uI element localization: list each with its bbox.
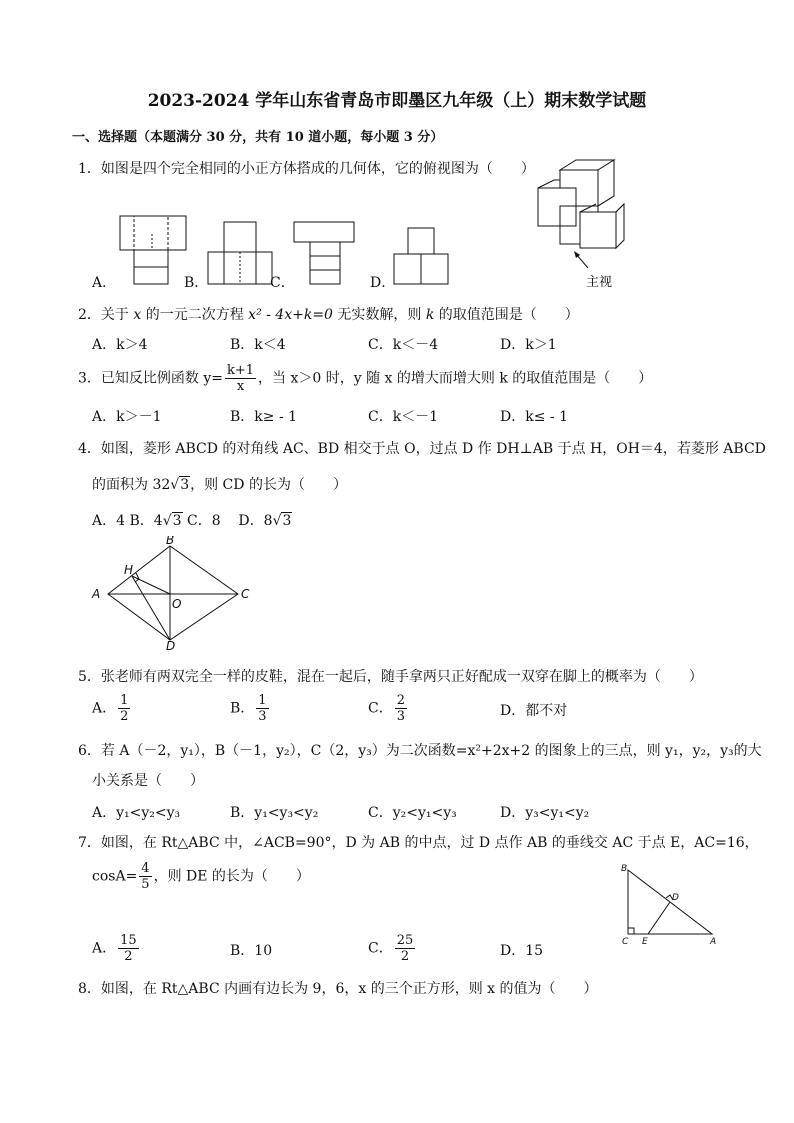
q2-option-a: A．k＞4 — [92, 337, 148, 353]
q7-option-d: D．15 — [500, 943, 544, 959]
label-H: H — [124, 563, 134, 577]
question-6-line-1: 6．若 A（－2，y₁），B（－1，y₂），C（2，y₃）为二次函数=x²+2x+2 的图象上的三点，则 y₁，y₂，y₃的大 — [78, 743, 762, 759]
q1-option-a: A． — [92, 275, 117, 291]
section-heading: 一、选择题（本题满分 30 分，共有 10 道小题，每小题 3 分） — [72, 130, 444, 145]
q6-option-c: C．y₂<y₁<y₃ — [368, 805, 457, 821]
label-A: A — [710, 937, 717, 947]
q2-option-c: C．k＜－4 — [368, 337, 439, 353]
q5-option-a: A． $\frac{1}{2}$ — [92, 693, 129, 724]
question-2: 2．关于 x 的一元二次方程 x² - 4x+k=0 无实数解，则 k 的取值范围是（ ） — [78, 307, 579, 323]
label-D: D — [166, 639, 176, 652]
q7-triangle-figure — [618, 860, 728, 950]
question-3: 3．已知反比例函数 y= $\frac{k+1}{x}$ ，当 x＞0 时，y 随 x 的增大而增大则 k 的取值范围是（ ） — [78, 363, 653, 394]
question-4-line-2: 的面积为 32√3，则 CD 的长为（ ） — [92, 477, 347, 493]
question-6-line-2: 小关系是（ ） — [92, 773, 204, 789]
label-D: D — [672, 893, 679, 903]
view-label: 主视 — [586, 275, 613, 290]
q5-option-c: C． $\frac{2}{3}$ — [368, 693, 405, 724]
q6-option-a: A．y₁<y₂<y₃ — [92, 805, 181, 821]
question-7-line-1: 7．如图，在 Rt△ABC 中，∠ACB=90°，D 为 AB 的中点，过 D 点作 AB 的垂线交 AC 于点 E，AC=16， — [78, 835, 759, 851]
question-5: 5．张老师有两双完全一样的皮鞋，混在一起后，随手拿两只正好配成一双穿在脚上的概率为（ ） — [78, 669, 703, 685]
q3-option-b: B．k≥ - 1 — [230, 409, 298, 425]
q3-option-a: A．k＞－1 — [92, 409, 162, 425]
label-C: C — [622, 937, 629, 947]
label-B: B — [166, 536, 175, 547]
q3-option-c: C．k＜－1 — [368, 409, 439, 425]
label-A: A — [92, 587, 101, 601]
q1-option-b-figure — [208, 222, 272, 284]
q7-option-c: C． $\frac{25}{2}$ — [368, 933, 414, 964]
q2-option-d: D．k＞1 — [500, 337, 557, 353]
label-O: O — [172, 597, 182, 611]
q5-option-d: D．都不对 — [500, 703, 568, 719]
q1-option-d-figure — [394, 228, 448, 284]
q4-rhombus-figure — [88, 536, 258, 652]
q1-option-d: D． — [370, 275, 396, 291]
q1-solid-figure — [530, 156, 650, 291]
label-C: C — [241, 587, 250, 601]
q7-option-b: B．10 — [230, 943, 273, 959]
q3-option-d: D．k≤ - 1 — [500, 409, 568, 425]
q2-option-b: B．k＜4 — [230, 337, 286, 353]
question-4-line-1: 4．如图，菱形 ABCD 的对角线 AC、BD 相交于点 O，过点 D 作 DH⊥AB 于点 H，OH＝4，若菱形 ABCD — [78, 441, 766, 457]
question-8: 8．如图，在 Rt△ABC 内画有边长为 9，6，x 的三个正方形，则 x 的值为（ ） — [78, 981, 598, 997]
q1-option-c-figure — [294, 222, 354, 284]
q1-option-c: C． — [270, 275, 295, 291]
q6-option-b: B．y₁<y₃<y₂ — [230, 805, 319, 821]
q7-option-a: A． $\frac{15}{2}$ — [92, 933, 137, 964]
question-1: 1．如图是四个完全相同的小正方体搭成的几何体，它的俯视图为（ ） — [78, 161, 535, 177]
q1-option-a-figure — [120, 216, 186, 284]
label-E: E — [642, 937, 648, 947]
q1-option-b: B． — [184, 275, 209, 291]
q5-option-b: B． $\frac{1}{3}$ — [230, 693, 267, 724]
label-B: B — [621, 864, 628, 874]
page-title: 2023-2024 学年山东省青岛市即墨区九年级（上）期末数学试题 — [147, 91, 647, 111]
q6-option-d: D．y₃<y₁<y₂ — [500, 805, 590, 821]
question-7-line-2: cosA= $\frac{4}{5}$ ，则 DE 的长为（ ） — [92, 861, 310, 892]
q4-options: A．4 B．4√3 C．8 D．8√3 — [92, 513, 292, 529]
